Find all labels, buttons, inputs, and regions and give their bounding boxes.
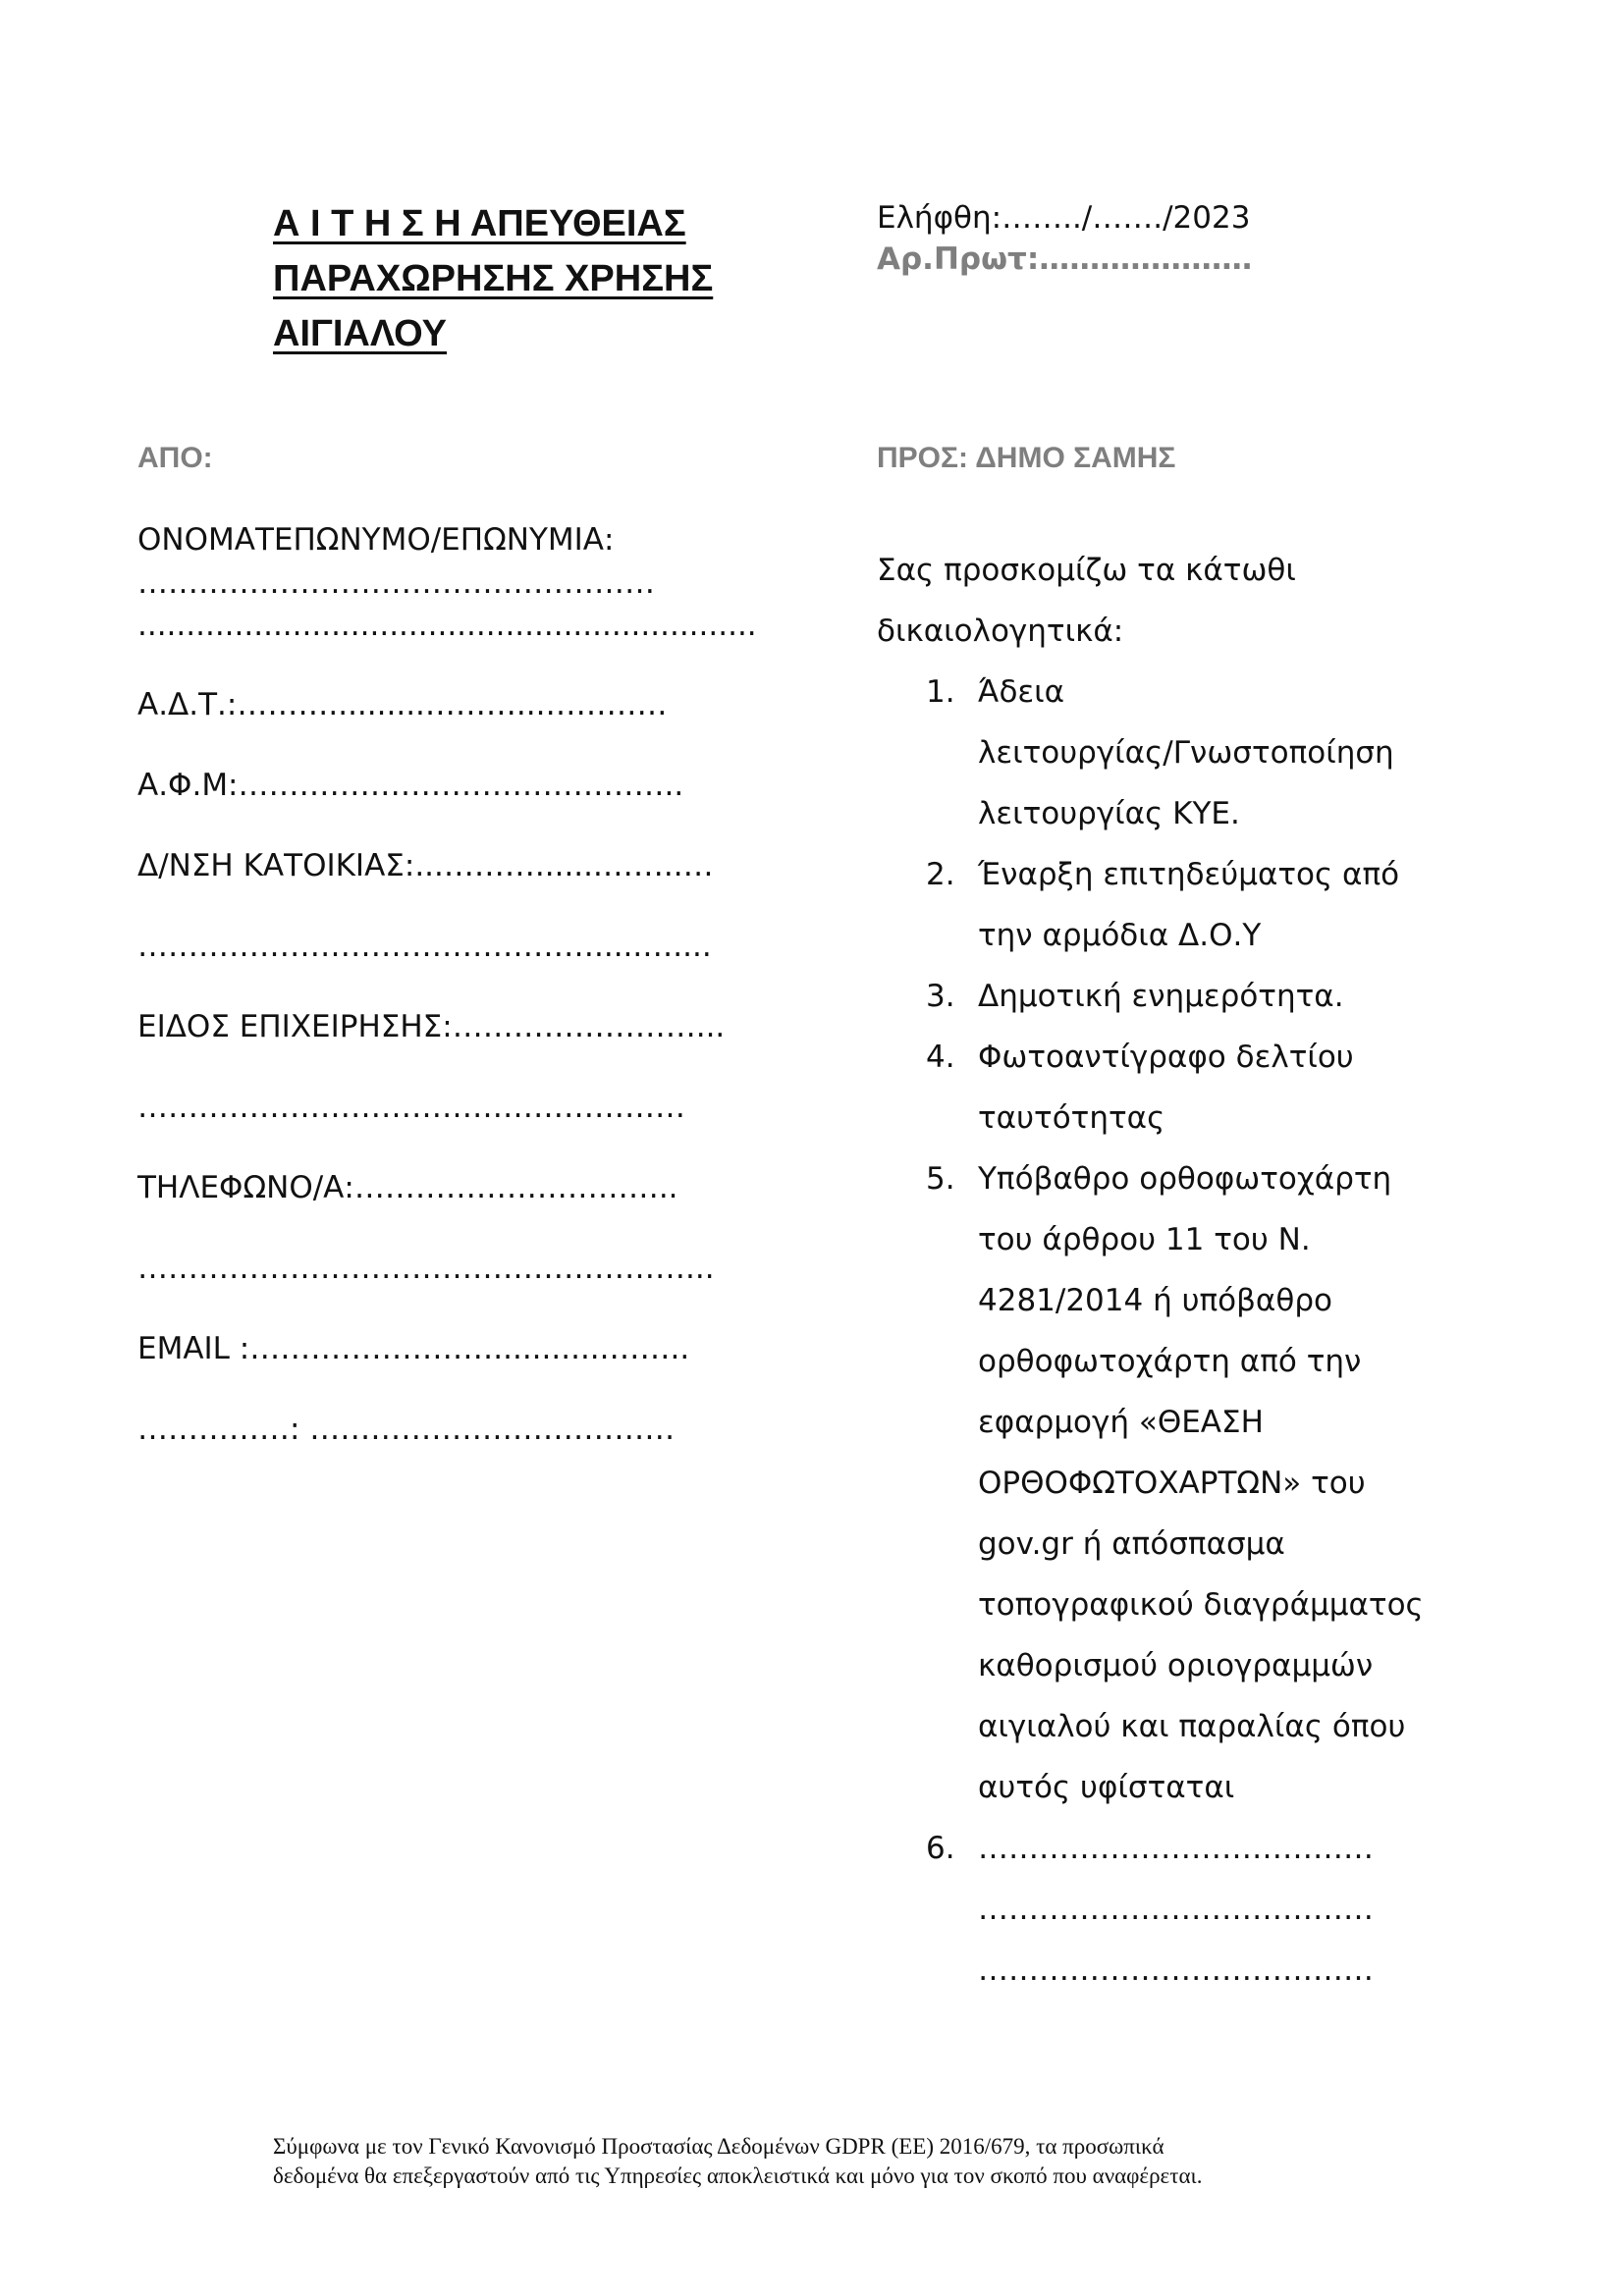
business-type-field: ΕΙΔΟΣ ΕΠΙΧΕΙΡΗΣΗΣ:……………………... xyxy=(137,1009,726,1044)
document-item-line: την αρμόδια Δ.Ο.Υ xyxy=(978,918,1262,953)
gdpr-notice xyxy=(273,2132,1451,2191)
document-item-line: 4281/2014 ή υπόβαθρο xyxy=(978,1283,1332,1318)
document-item-line: ………………………………… xyxy=(978,1892,1374,1927)
document-item-text xyxy=(978,1027,1486,1148)
document-item xyxy=(877,966,1486,1027)
documents-section xyxy=(877,540,1486,2001)
document-item-line: του άρθρου 11 του Ν. xyxy=(978,1222,1311,1257)
document-item-number: 5. xyxy=(926,1161,955,1197)
document-item-number: 2. xyxy=(926,857,955,892)
tax-number-field: Α.Φ.Μ:…………………………………….. xyxy=(137,768,684,803)
documents-list xyxy=(877,662,1486,2001)
document-item-line: λειτουργίας ΚΥΕ. xyxy=(978,796,1240,831)
document-item-line: εφαρμογή «ΘΕΑΣΗ xyxy=(978,1405,1264,1440)
document-item-line: αυτός υφίσταται xyxy=(978,1770,1235,1805)
name-field-line: ................................................................ xyxy=(137,608,757,643)
document-item-text xyxy=(978,1148,1486,1818)
name-field-label: ΟΝΟΜΑΤΕΠΩΝΥΜΟ/ΕΠΩΝΥΜΙΑ: xyxy=(137,522,615,558)
document-item-line: ταυτότητας xyxy=(978,1100,1165,1136)
extra-field: ……………: ……………………………… xyxy=(137,1412,676,1447)
document-item-number: 6. xyxy=(926,1831,955,1866)
from-label: ΑΠΟ: xyxy=(137,442,213,474)
protocol-number-field: Αρ.Πρωτ:………………… xyxy=(877,241,1253,277)
gdpr-notice-line: Σύμφωνα με τον Γενικό Κανονισμό Προστασίας Δεδομένων GDPR (ΕΕ) 2016/679, τα προσωπικά xyxy=(273,2134,1164,2159)
document-item xyxy=(877,662,1486,844)
document-item-line: αιγιαλού και παραλίας όπου xyxy=(978,1709,1406,1744)
title-line: ΠΑΡΑΧΩΡΗΣΗΣ ΧΡΗΣΗΣ xyxy=(273,258,714,299)
document-item-line: καθορισμού οριογραμμών xyxy=(978,1648,1374,1683)
document-item-line: Δημοτική ενημερότητα. xyxy=(978,979,1344,1014)
name-field-line: …………………………………………… xyxy=(137,565,655,601)
document-title xyxy=(273,196,784,361)
to-label: ΠΡΟΣ: ΔΗΜΟ ΣΑΜΗΣ xyxy=(877,442,1176,474)
document-item-line: Άδεια xyxy=(978,674,1065,710)
email-field: EMAIL :……………………............…….. xyxy=(137,1331,690,1366)
documents-intro: Σας προσκομίζω τα κάτωθι xyxy=(877,553,1296,588)
document-item-line: ΟΡΘΟΦΩΤΟΧΑΡΤΩΝ» του xyxy=(978,1466,1366,1501)
document-item-line: ………………………………… xyxy=(978,1831,1374,1866)
documents-intro: δικαιολογητικά: xyxy=(877,614,1124,649)
document-item-text xyxy=(978,1818,1486,2001)
document-item-line: λειτουργίας/Γνωστοποίηση xyxy=(978,735,1394,771)
address-field-line: ……………………………………….....….... xyxy=(137,929,712,964)
document-item-number: 1. xyxy=(926,674,955,710)
title-line: ΑΙΓΙΑΛΟΥ xyxy=(273,313,448,354)
document-item-number: 3. xyxy=(926,979,955,1014)
document-item-line: Υπόβαθρο ορθοφωτοχάρτη xyxy=(978,1161,1392,1197)
id-card-field: Α.Δ.Τ.:………..........………...………… xyxy=(137,687,668,722)
document-item xyxy=(877,1027,1486,1148)
document-item-line: Φωτοαντίγραφο δελτίου xyxy=(978,1040,1354,1075)
document-item-line: ορθοφωτοχάρτη από την xyxy=(978,1344,1362,1379)
document-item-text xyxy=(978,662,1486,844)
document-item-line: ………………………………… xyxy=(978,1952,1374,1988)
document-item-number: 4. xyxy=(926,1040,955,1075)
document-item-text xyxy=(978,966,1486,1027)
document-item-line: gov.gr ή απόσπασμα xyxy=(978,1526,1285,1562)
phone-field: ΤΗΛΕΦΩΝΟ/Α:………………………….. xyxy=(137,1170,678,1205)
document-item-line: Έναρξη επιτηδεύματος από xyxy=(978,857,1400,892)
document-item-text xyxy=(978,844,1486,966)
document-item xyxy=(877,1148,1486,1818)
title-line: Α Ι Τ Η Σ Η ΑΠΕΥΘΕΙΑΣ xyxy=(273,203,686,244)
gdpr-notice-line: δεδομένα θα επεξεργαστούν από τις Υπηρεσίες αποκλειστικά και μόνο για τον σκοπό που αναφέρεται. xyxy=(273,2163,1203,2188)
business-type-field-line: ……………………………………………… xyxy=(137,1090,685,1125)
document-item xyxy=(877,844,1486,966)
document-item-line: τοπογραφικού διαγράμματος xyxy=(978,1587,1424,1623)
received-date-field: Ελήφθη:……../……./2023 xyxy=(877,200,1251,236)
document-item xyxy=(877,1818,1486,2001)
address-field: Δ/ΝΣΗ ΚΑΤΟΙΚΙΑΣ:...……….......……..… xyxy=(137,848,714,883)
phone-field-line: ………………………………………………... xyxy=(137,1251,715,1286)
